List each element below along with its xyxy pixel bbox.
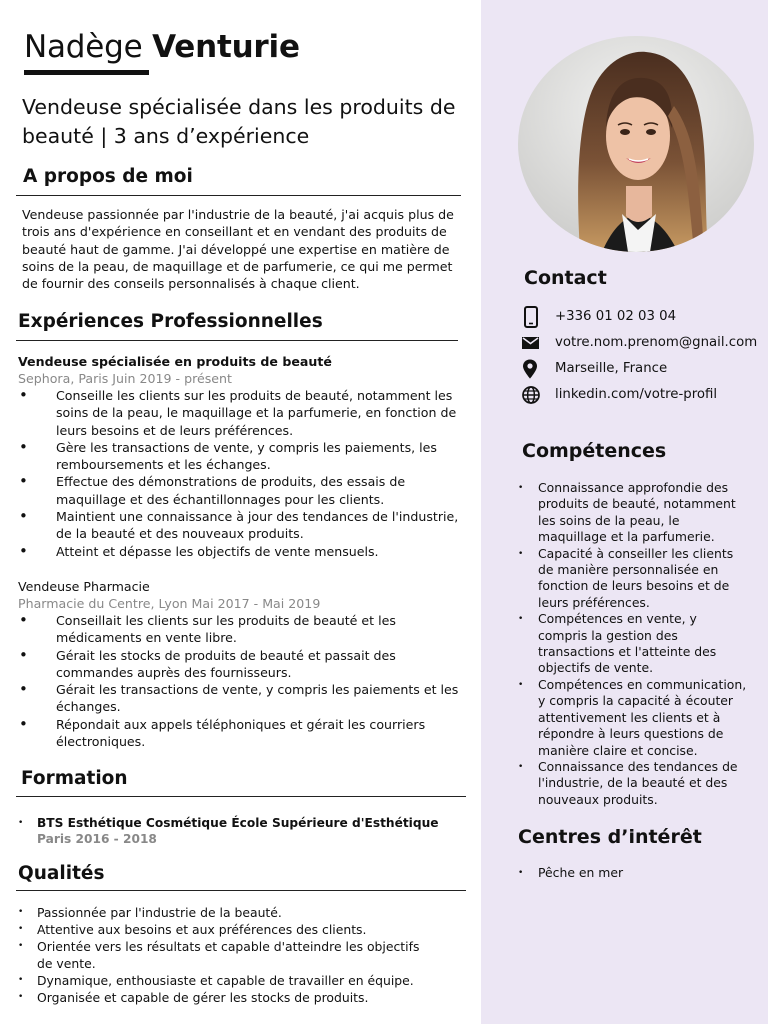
contact-link[interactable]: linkedin.com/votre-profil <box>555 387 718 402</box>
contact-heading: Contact <box>524 267 607 289</box>
job-title: Vendeuse spécialisée dans les produits de beauté | 3 ans d’expérience <box>22 95 456 148</box>
job-place-dates: Sephora, Paris Juin 2019 - présent <box>18 371 232 386</box>
list-item: • Capacité à conseiller les clients de manière personnalisée en fonction de leurs besoins et de leurs préférences. <box>518 546 750 612</box>
phone-icon <box>520 306 542 328</box>
list-item <box>18 815 458 847</box>
list-item: • Conseillait les clients sur les produits de beauté et les médicaments en vente libre. <box>18 612 462 647</box>
contact-location <box>520 357 765 381</box>
list-item: • Orientée vers les résultats et capable d'atteindre les objectifs de vente. <box>18 938 438 972</box>
list-item: • Compétences en communication, y compris la capacité à écouter attentivement les clients et à répondre à leurs questions de manière claire et concise. <box>518 677 750 759</box>
list-item: • Atteint et dépasse les objectifs de vente mensuels. <box>18 543 462 560</box>
list-item: • Compétences en vente, y compris la gestion des transactions et l'atteinte des objectifs de vente. <box>518 611 750 677</box>
degree-title: • BTS Esthétique Cosmétique École Supérieure d'Esthétique <box>37 816 439 830</box>
list-item: • Passionnée par l'industrie de la beauté. <box>18 904 438 921</box>
location-pin-icon <box>520 358 542 380</box>
skills-heading: Compétences <box>522 440 667 462</box>
list-item: • Répondait aux appels téléphoniques et gérait les courriers électroniques. <box>18 716 462 751</box>
contact-text: Marseille, France <box>555 361 668 376</box>
about-heading: A propos de moi <box>23 166 193 187</box>
candidate-name <box>24 28 300 66</box>
job-duties-list <box>18 612 462 750</box>
skills-list <box>518 480 750 808</box>
degree-date: Paris 2016 - 2018 <box>37 832 157 846</box>
list-item: • Organisée et capable de gérer les stocks de produits. <box>18 989 438 1006</box>
list-item: • Connaissance approfondie des produits de beauté, notamment les soins de la peau, le maquillage et la parfumerie. <box>518 480 750 546</box>
list-item: • Dynamique, enthousiaste et capable de travailler en équipe. <box>18 972 438 989</box>
contact-website[interactable] <box>520 383 765 407</box>
list-item: • Connaissance des tendances de l'industrie, de la beauté et des nouveaux produits. <box>518 759 750 808</box>
interests-list <box>518 865 750 881</box>
qualities-divider <box>16 890 466 891</box>
qualities-heading: Qualités <box>18 863 105 884</box>
list-item: • Maintient une connaissance à jour des tendances de l'industrie, de la beauté et des nouveaux produits. <box>18 508 462 543</box>
list-item: • Pêche en mer <box>518 865 750 881</box>
list-item: • Gère les transactions de vente, y compris les paiements, les remboursements et les échanges. <box>18 439 462 474</box>
contact-text: votre.nom.prenom@gnail.com <box>555 335 758 350</box>
email-icon <box>520 332 542 354</box>
contact-phone <box>520 305 765 329</box>
job-role: Vendeuse Pharmacie <box>18 579 150 594</box>
interests-heading: Centres d’intérêt <box>518 826 702 848</box>
education-list <box>18 815 458 847</box>
job-entry <box>18 578 462 750</box>
name-underline <box>24 70 149 75</box>
about-divider <box>16 195 461 196</box>
contact-email <box>520 331 765 355</box>
list-item: • Gérait les stocks de produits de beauté et passait des commandes auprès des fournisseurs. <box>18 647 462 682</box>
about-text: Vendeuse passionnée par l'industrie de la beauté, j'ai acquis plus de trois ans d'expérience en conseillant et en vendant des produits de beauté haut de gamme. J'ai développé une expertise en matière de soins de la peau, de maquillage et de parfumerie, ce qui me permet de fournir des conseils personnalisés à chaque client. <box>22 207 454 292</box>
education-heading: Formation <box>21 768 128 789</box>
experience-heading: Expériences Professionnelles <box>18 311 323 332</box>
job-place-dates: Pharmacie du Centre, Lyon Mai 2017 - Mai 2019 <box>18 596 321 611</box>
education-divider <box>16 796 466 797</box>
job-duties-list <box>18 387 462 560</box>
qualities-list <box>18 904 438 1006</box>
last-name: Venturie <box>152 29 300 65</box>
first-name: Nadège <box>24 29 143 65</box>
experience-divider <box>16 340 458 341</box>
job-entry <box>18 353 462 560</box>
list-item: • Effectue des démonstrations de produits, des essais de maquillage et des échantillonnages pour les clients. <box>18 473 462 508</box>
globe-icon <box>520 384 542 406</box>
profile-photo <box>518 36 754 252</box>
contact-text: +336 01 02 03 04 <box>555 309 677 324</box>
list-item: • Attentive aux besoins et aux préférences des clients. <box>18 921 438 938</box>
job-role: Vendeuse spécialisée en produits de beauté <box>18 354 332 369</box>
list-item: • Gérait les transactions de vente, y compris les paiements et les échanges. <box>18 681 462 716</box>
list-item: • Conseille les clients sur les produits de beauté, notamment les soins de la peau, le maquillage et la parfumerie, en fonction de leurs besoins et de leurs préférences. <box>18 387 462 439</box>
